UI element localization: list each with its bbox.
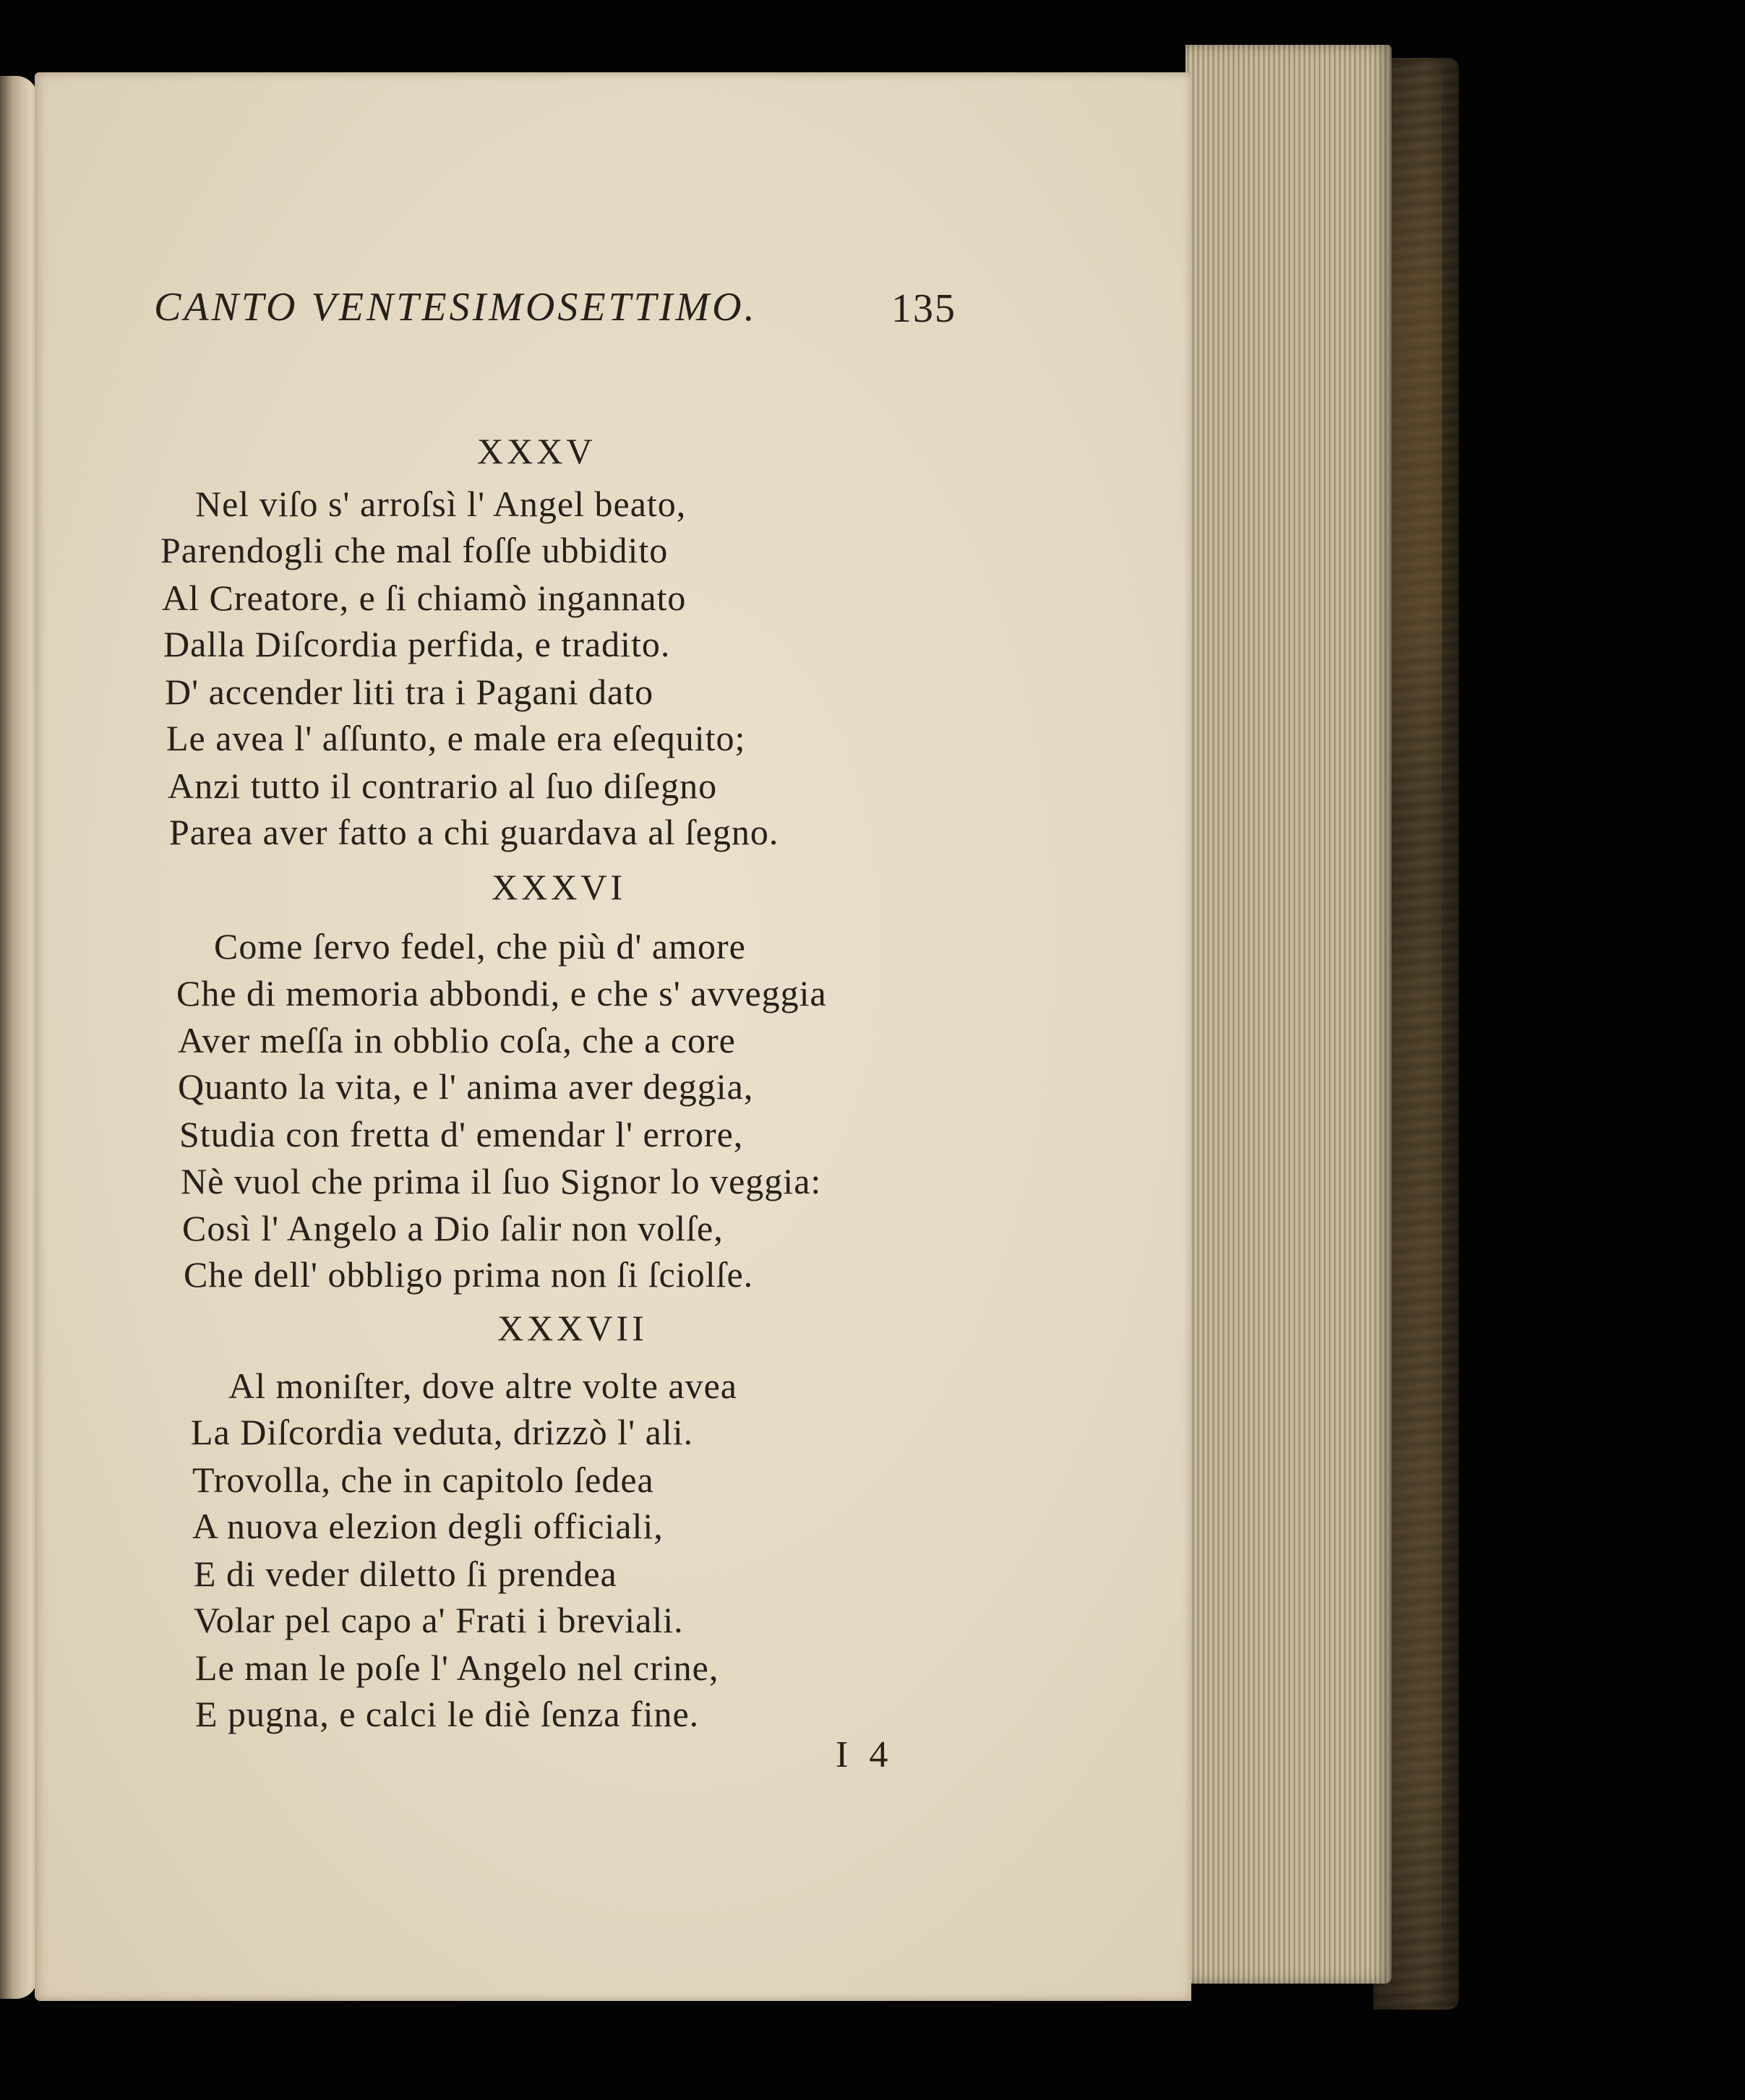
verse-line: Al moniſter, dove altre volte avea: [228, 1366, 737, 1406]
previous-page-edge: [0, 76, 38, 1999]
running-head: [154, 283, 985, 330]
verse-line: Così l' Angelo a Dio ſalir non volſe,: [182, 1208, 724, 1248]
page-text-area: [35, 72, 1191, 2001]
verse-line: Che di memoria abbondi, e che s' avveggia: [176, 973, 827, 1013]
verse-line: Aver meſſa in obblio coſa, che a core: [178, 1020, 736, 1060]
verse-line: E pugna, e calci le diè ſenza fine.: [195, 1694, 700, 1734]
verse-line: Volar pel capo a' Frati i breviali.: [194, 1600, 684, 1640]
verse-line: Parea aver fatto a chi guardava al ſegno.: [169, 812, 779, 852]
verse-line: Come ſervo fedel, che più d' amore: [214, 926, 746, 967]
verse-line: D' accender liti tra i Pagani dato: [165, 672, 654, 712]
stanza-number: XXXV: [477, 431, 596, 471]
page-number: 135: [891, 286, 956, 331]
verse-line: A nuova elezion degli officiali,: [192, 1506, 664, 1546]
verse-line: Quanto la vita, e l' anima aver deggia,: [178, 1066, 754, 1107]
verse-line: E di veder diletto ſi prendea: [194, 1553, 617, 1594]
stanza-number: XXXVI: [492, 867, 627, 907]
verse-line: La Diſcordia veduta, drizzò l' ali.: [191, 1412, 694, 1452]
signature-mark: I 4: [836, 1734, 894, 1775]
verse-line: Nel viſo s' arroſsì l' Angel beato,: [195, 484, 687, 524]
verse-line: Le man le poſe l' Angelo nel crine,: [195, 1647, 719, 1688]
verse-line: Nè vuol che prima il ſuo Signor lo veggia:: [181, 1161, 822, 1201]
book-page: [35, 72, 1191, 2001]
stanza-number: XXXVII: [497, 1308, 648, 1348]
verse-line: Studia con fretta d' emendar l' errore,: [179, 1114, 744, 1154]
verse-line: Anzi tutto il contrario al ſuo diſegno: [168, 766, 718, 806]
verse-line: Trovolla, che in capitolo ſedea: [192, 1460, 654, 1500]
verse-line: Parendogli che mal foſſe ubbidito: [160, 530, 669, 570]
page-block-fore-edge: [1186, 45, 1392, 1984]
verse-line: Al Creatore, e ſi chiamò ingannato: [162, 578, 687, 618]
verse-line: Che dell' obbligo prima non ſi ſciolſe.: [184, 1254, 754, 1295]
verse-line: Dalla Diſcordia perfida, e tradito.: [163, 624, 671, 664]
running-title: CANTO VENTESIMOSETTIMO.: [154, 285, 758, 330]
verse-line: Le avea l' aſſunto, e male era eſequito;: [166, 718, 746, 758]
